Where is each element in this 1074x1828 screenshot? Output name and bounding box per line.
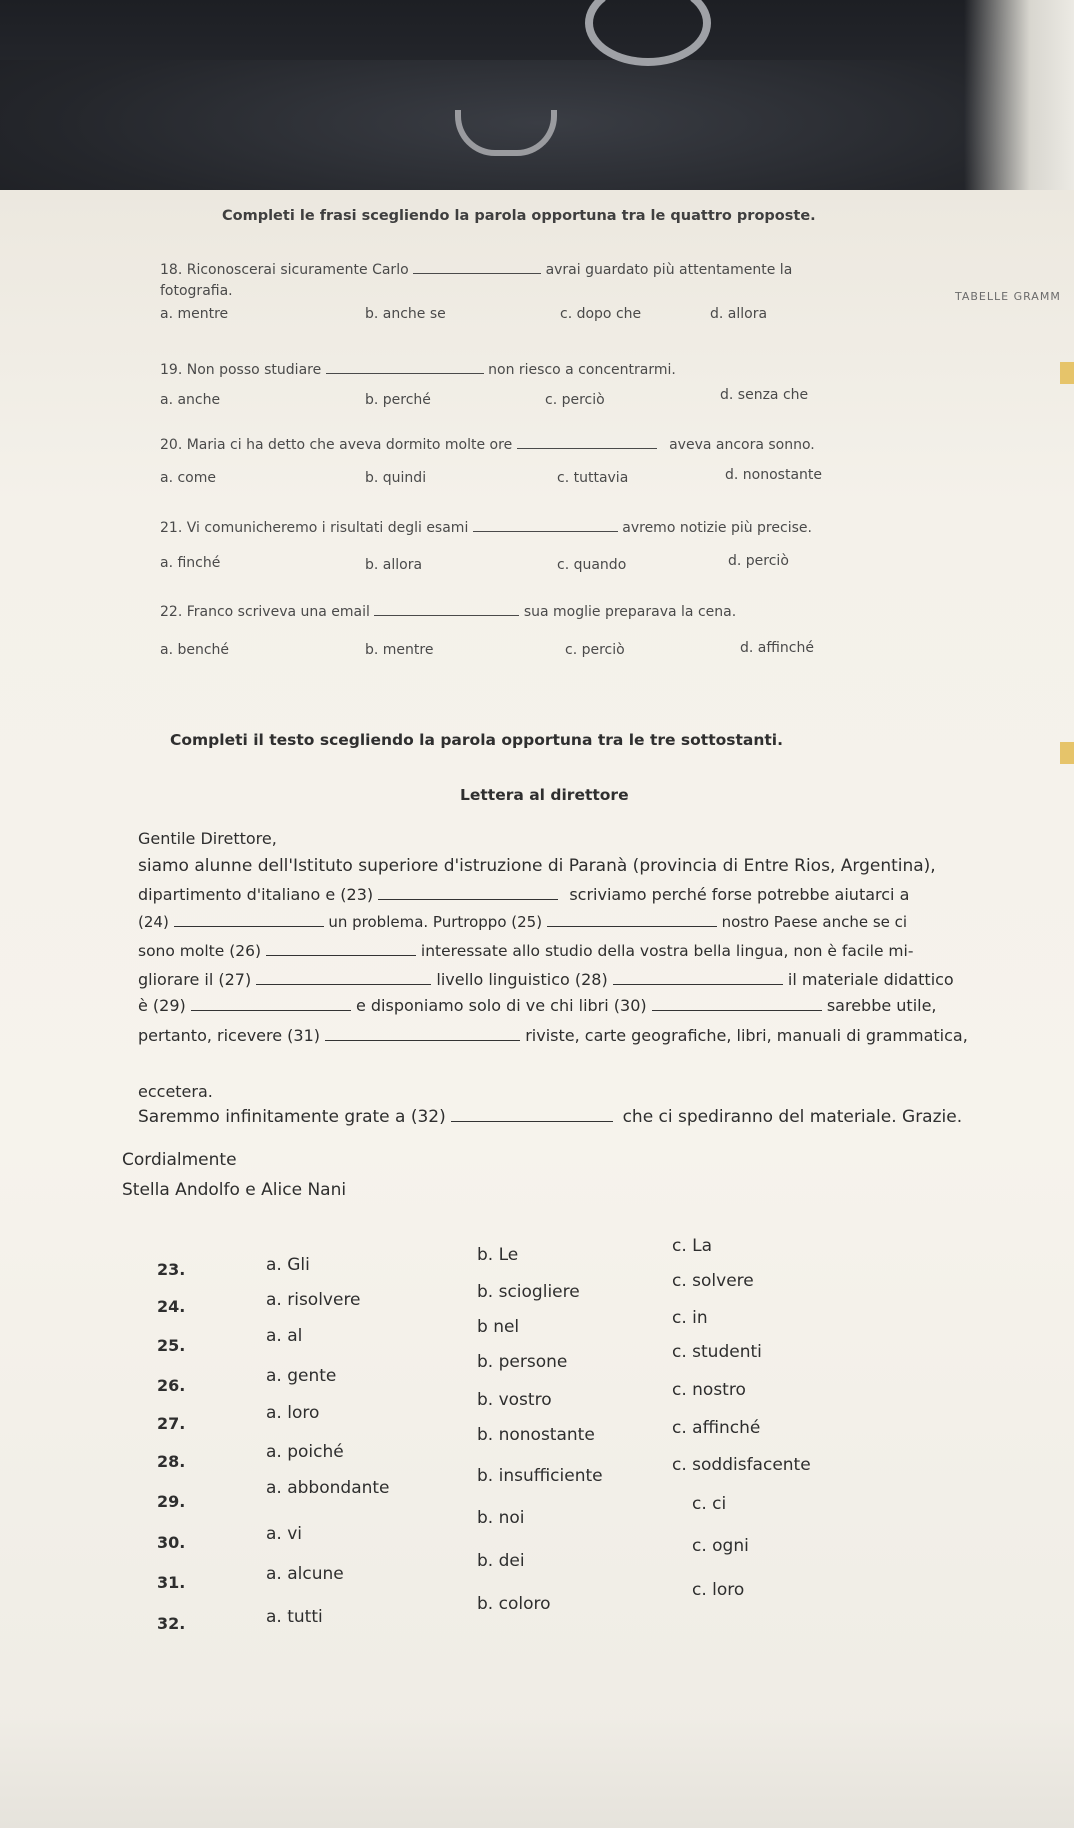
- question-20: 20. Maria ci ha detto che aveva dormito molte ore aveva ancora sonno.: [160, 437, 815, 453]
- option[interactable]: c. dopo che: [560, 306, 642, 322]
- letter-line: dipartimento d'italiano e (23) scriviamo perché forse potrebbe aiutarci a: [138, 885, 910, 904]
- choice-b[interactable]: b. Le: [477, 1245, 519, 1265]
- option[interactable]: c. quando: [557, 557, 627, 573]
- choice-c[interactable]: c. solvere: [672, 1271, 754, 1291]
- choice-number: 31.: [157, 1573, 186, 1592]
- option[interactable]: b. anche se: [365, 306, 446, 322]
- letter-line: è (29) e disponiamo solo di ve chi libri (30) sarebbe utile,: [138, 996, 937, 1015]
- answer-blank[interactable]: [413, 272, 541, 274]
- option[interactable]: c. perciò: [545, 392, 605, 408]
- letter-line: eccetera.: [138, 1082, 213, 1101]
- signature: Stella Andolfo e Alice Nani: [122, 1180, 347, 1200]
- letter-line: gliorare il (27) livello linguistico (28) il materiale didattico: [138, 970, 954, 989]
- choice-number: 26.: [157, 1376, 186, 1395]
- side-label: TABELLE GRAMM: [955, 290, 1061, 303]
- choice-c[interactable]: c. studenti: [672, 1342, 762, 1362]
- answer-blank-31[interactable]: [325, 1039, 520, 1041]
- choice-c[interactable]: c. nostro: [672, 1380, 746, 1400]
- option[interactable]: d. nonostante: [725, 467, 823, 483]
- question-22: 22. Franco scriveva una email sua moglie preparava la cena.: [160, 604, 737, 620]
- answer-blank[interactable]: [374, 614, 519, 616]
- question-19: 19. Non posso studiare non riesco a concentrarmi.: [160, 362, 676, 378]
- choice-number: 23.: [157, 1260, 186, 1279]
- choice-number: 32.: [157, 1614, 186, 1633]
- answer-blank[interactable]: [517, 447, 657, 449]
- choice-number: 24.: [157, 1297, 186, 1316]
- exercise-instruction-2: Completi il testo scegliendo la parola opportuna tra le tre sottostanti.: [170, 731, 783, 749]
- answer-blank-27[interactable]: [256, 983, 431, 985]
- option[interactable]: b. perché: [365, 392, 431, 408]
- question-18-cont: fotografia.: [160, 283, 233, 299]
- option[interactable]: d. senza che: [720, 387, 809, 403]
- choice-a[interactable]: a. abbondante: [266, 1478, 390, 1498]
- option[interactable]: a. finché: [160, 555, 221, 571]
- choice-c[interactable]: c. loro: [692, 1580, 745, 1600]
- choice-number: 25.: [157, 1336, 186, 1355]
- letter-line: (24) un problema. Purtroppo (25) nostro Paese anche se ci: [138, 913, 908, 931]
- choice-a[interactable]: a. Gli: [266, 1255, 310, 1275]
- choice-a[interactable]: a. al: [266, 1326, 303, 1346]
- answer-blank[interactable]: [326, 372, 484, 374]
- choice-b[interactable]: b. vostro: [477, 1390, 552, 1410]
- letter-line: pertanto, ricevere (31) riviste, carte geografiche, libri, manuali di grammatica,: [138, 1026, 968, 1045]
- choice-a[interactable]: a. gente: [266, 1366, 337, 1386]
- closing: Cordialmente: [122, 1150, 237, 1170]
- question-18: 18. Riconoscerai sicuramente Carlo avrai guardato più attentamente la: [160, 262, 793, 278]
- answer-blank-30[interactable]: [652, 1009, 822, 1011]
- option[interactable]: b. allora: [365, 557, 423, 573]
- choice-b[interactable]: b. insufficiente: [477, 1466, 603, 1486]
- answer-blank-26[interactable]: [266, 954, 416, 956]
- choice-b[interactable]: b nel: [477, 1317, 520, 1337]
- choice-c[interactable]: c. ci: [692, 1494, 727, 1514]
- choice-c[interactable]: c. soddisfacente: [672, 1455, 811, 1475]
- option[interactable]: d. affinché: [740, 640, 814, 656]
- question-21: 21. Vi comunicheremo i risultati degli esami avremo notizie più precise.: [160, 520, 812, 536]
- option[interactable]: d. perciò: [728, 553, 789, 569]
- choice-number: 29.: [157, 1492, 186, 1511]
- option[interactable]: a. anche: [160, 392, 221, 408]
- option[interactable]: a. mentre: [160, 306, 229, 322]
- yellow-tab: [1060, 362, 1074, 384]
- letter-title: Lettera al direttore: [460, 786, 629, 804]
- choice-c[interactable]: c. affinché: [672, 1418, 761, 1438]
- letter-line: siamo alunne dell'Istituto superiore d'istruzione di Paranà (provincia di Entre Rios, Argentina),: [138, 856, 936, 876]
- answer-blank-23[interactable]: [378, 898, 558, 900]
- choice-a[interactable]: a. risolvere: [266, 1290, 361, 1310]
- answer-blank-32[interactable]: [451, 1120, 613, 1122]
- option[interactable]: b. mentre: [365, 642, 434, 658]
- option[interactable]: b. quindi: [365, 470, 427, 486]
- choice-a[interactable]: a. tutti: [266, 1607, 323, 1627]
- letter-line: Saremmo infinitamente grate a (32) che ci spediranno del materiale. Grazie.: [138, 1107, 963, 1127]
- choice-a[interactable]: a. poiché: [266, 1442, 344, 1462]
- letter-line: sono molte (26) interessate allo studio della vostra bella lingua, non è facile mi-: [138, 942, 914, 960]
- exercise-instruction: Completi le frasi scegliendo la parola opportuna tra le quattro proposte.: [222, 208, 816, 224]
- option[interactable]: a. come: [160, 470, 216, 486]
- page-bottom: [0, 1720, 1074, 1828]
- choice-c[interactable]: c. in: [672, 1308, 708, 1328]
- answer-blank-24[interactable]: [174, 925, 324, 927]
- choice-b[interactable]: b. dei: [477, 1551, 525, 1571]
- choice-b[interactable]: b. noi: [477, 1508, 525, 1528]
- salutation: Gentile Direttore,: [138, 829, 277, 848]
- choice-b[interactable]: b. persone: [477, 1352, 568, 1372]
- option[interactable]: a. benché: [160, 642, 230, 658]
- answer-blank-29[interactable]: [191, 1009, 351, 1011]
- choice-number: 27.: [157, 1414, 186, 1433]
- choice-c[interactable]: c. ogni: [692, 1536, 749, 1556]
- choice-b[interactable]: b. coloro: [477, 1594, 551, 1614]
- answer-blank-28[interactable]: [613, 983, 783, 985]
- option[interactable]: c. perciò: [565, 642, 625, 658]
- choice-a[interactable]: a. loro: [266, 1403, 320, 1423]
- answer-blank-25[interactable]: [547, 925, 717, 927]
- option[interactable]: d. allora: [710, 306, 768, 322]
- choice-b[interactable]: b. nonostante: [477, 1425, 595, 1445]
- choice-b[interactable]: b. sciogliere: [477, 1282, 580, 1302]
- answer-blank[interactable]: [473, 530, 618, 532]
- choice-number: 30.: [157, 1533, 186, 1552]
- choice-a[interactable]: a. alcune: [266, 1564, 344, 1584]
- option[interactable]: c. tuttavia: [557, 470, 629, 486]
- yellow-tab: [1060, 742, 1074, 764]
- choice-c[interactable]: c. La: [672, 1236, 713, 1256]
- choice-number: 28.: [157, 1452, 186, 1471]
- choice-a[interactable]: a. vi: [266, 1524, 303, 1544]
